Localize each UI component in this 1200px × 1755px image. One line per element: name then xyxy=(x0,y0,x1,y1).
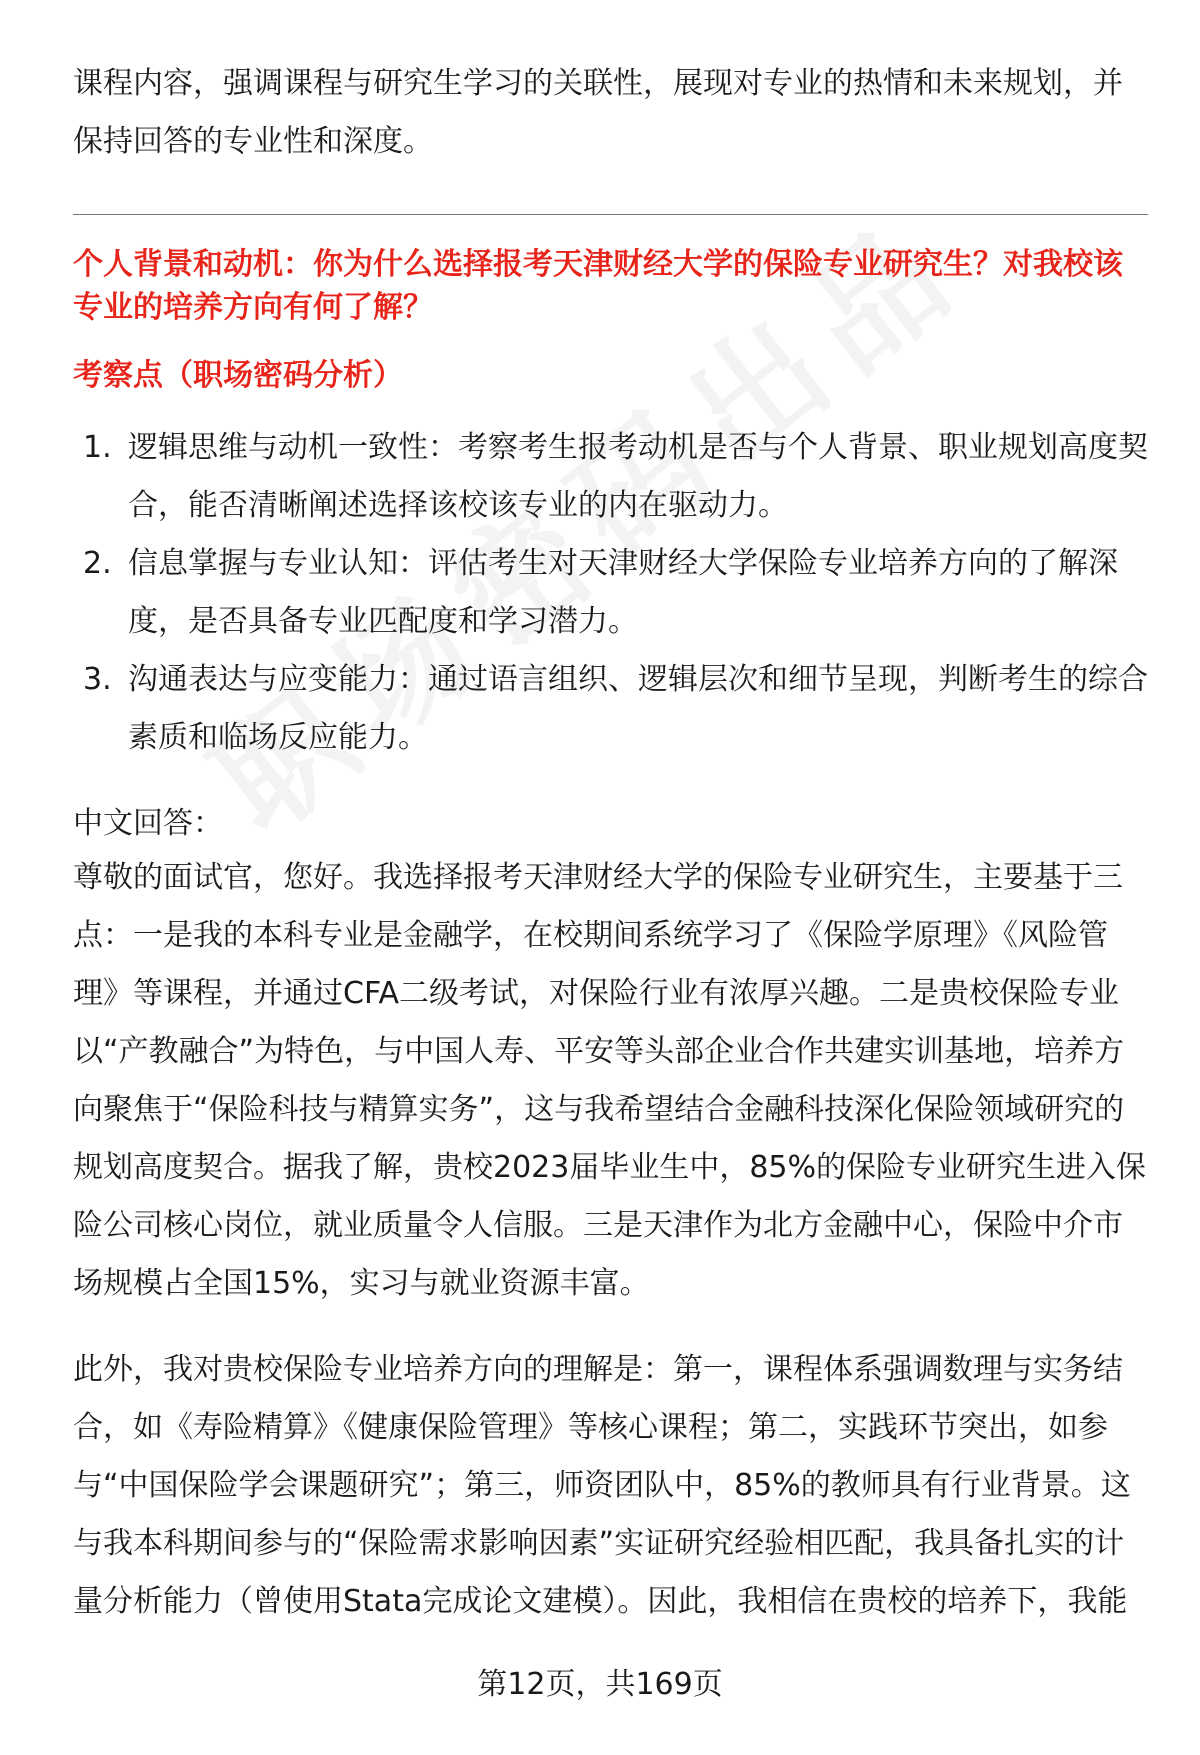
list-item-text: 逻辑思维与动机一致性：考察考生报考动机是否与个人背景、职业规划高度契合，能否清晰阐述选择该校该专业的内在驱动力。 xyxy=(128,430,1148,523)
list-item xyxy=(73,651,1148,767)
analysis-heading: 考察点（职场密码分析） xyxy=(73,358,403,393)
document-page xyxy=(73,55,1148,1631)
list-item xyxy=(73,419,1148,535)
section-divider xyxy=(73,214,1148,215)
answer-label: 中文回答： xyxy=(73,806,223,841)
list-number: 1. xyxy=(83,430,112,465)
analysis-points-list xyxy=(73,419,1148,767)
answer-paragraph-1: 尊敬的面试官，您好。我选择报考天津财经大学的保险专业研究生，主要基于三点：一是我的本科专业是金融学，在校期间系统学习了《保险学原理》《风险管理》等课程，并通过CFA二级考试，对保险行业有浓厚兴趣。二是贵校保险专业以“产教融合”为特色，与中国人寿、平安等头部企业合作共建实训基地，培养方向聚焦于“保险科技与精算实务”，这与我希望结合金融科技深化保险领域研究的规划高度契合。据我了解，贵校2023届毕业生中，85%的保险专业研究生进入保险公司核心岗位，就业质量令人信服。三是天津作为北方金融中心，保险中介市场规模占全国15%，实习与就业资源丰富。 xyxy=(73,860,1147,1301)
list-number: 2. xyxy=(83,546,112,581)
list-number: 3. xyxy=(83,662,112,697)
list-item-text: 沟通表达与应变能力：通过语言组织、逻辑层次和细节呈现，判断考生的综合素质和临场反应能力。 xyxy=(128,662,1148,755)
question-heading: 个人背景和动机：你为什么选择报考天津财经大学的保险专业研究生？对我校该专业的培养方向有何了解？ xyxy=(73,247,1123,325)
page-number-footer: 第12页，共169页 xyxy=(477,1667,723,1702)
answer-paragraph-2: 此外，我对贵校保险专业培养方向的理解是：第一，课程体系强调数理与实务结合，如《寿险精算》《健康保险管理》等核心课程；第二，实践环节突出，如参与“中国保险学会课题研究”；第三，师资团队中，85%的教师具有行业背景。这与我本科期间参与的“保险需求影响因素”实证研究经验相匹配，我具备扎实的计量分析能力（曾使用Stata完成论文建模）。因此，我相信在贵校的培养下，我能 xyxy=(73,1352,1131,1619)
list-item xyxy=(73,535,1148,651)
intro-paragraph: 课程内容，强调课程与研究生学习的关联性，展现对专业的热情和未来规划，并保持回答的专业性和深度。 xyxy=(73,66,1123,159)
list-item-text: 信息掌握与专业认知：评估考生对天津财经大学保险专业培养方向的了解深度，是否具备专业匹配度和学习潜力。 xyxy=(128,546,1118,639)
